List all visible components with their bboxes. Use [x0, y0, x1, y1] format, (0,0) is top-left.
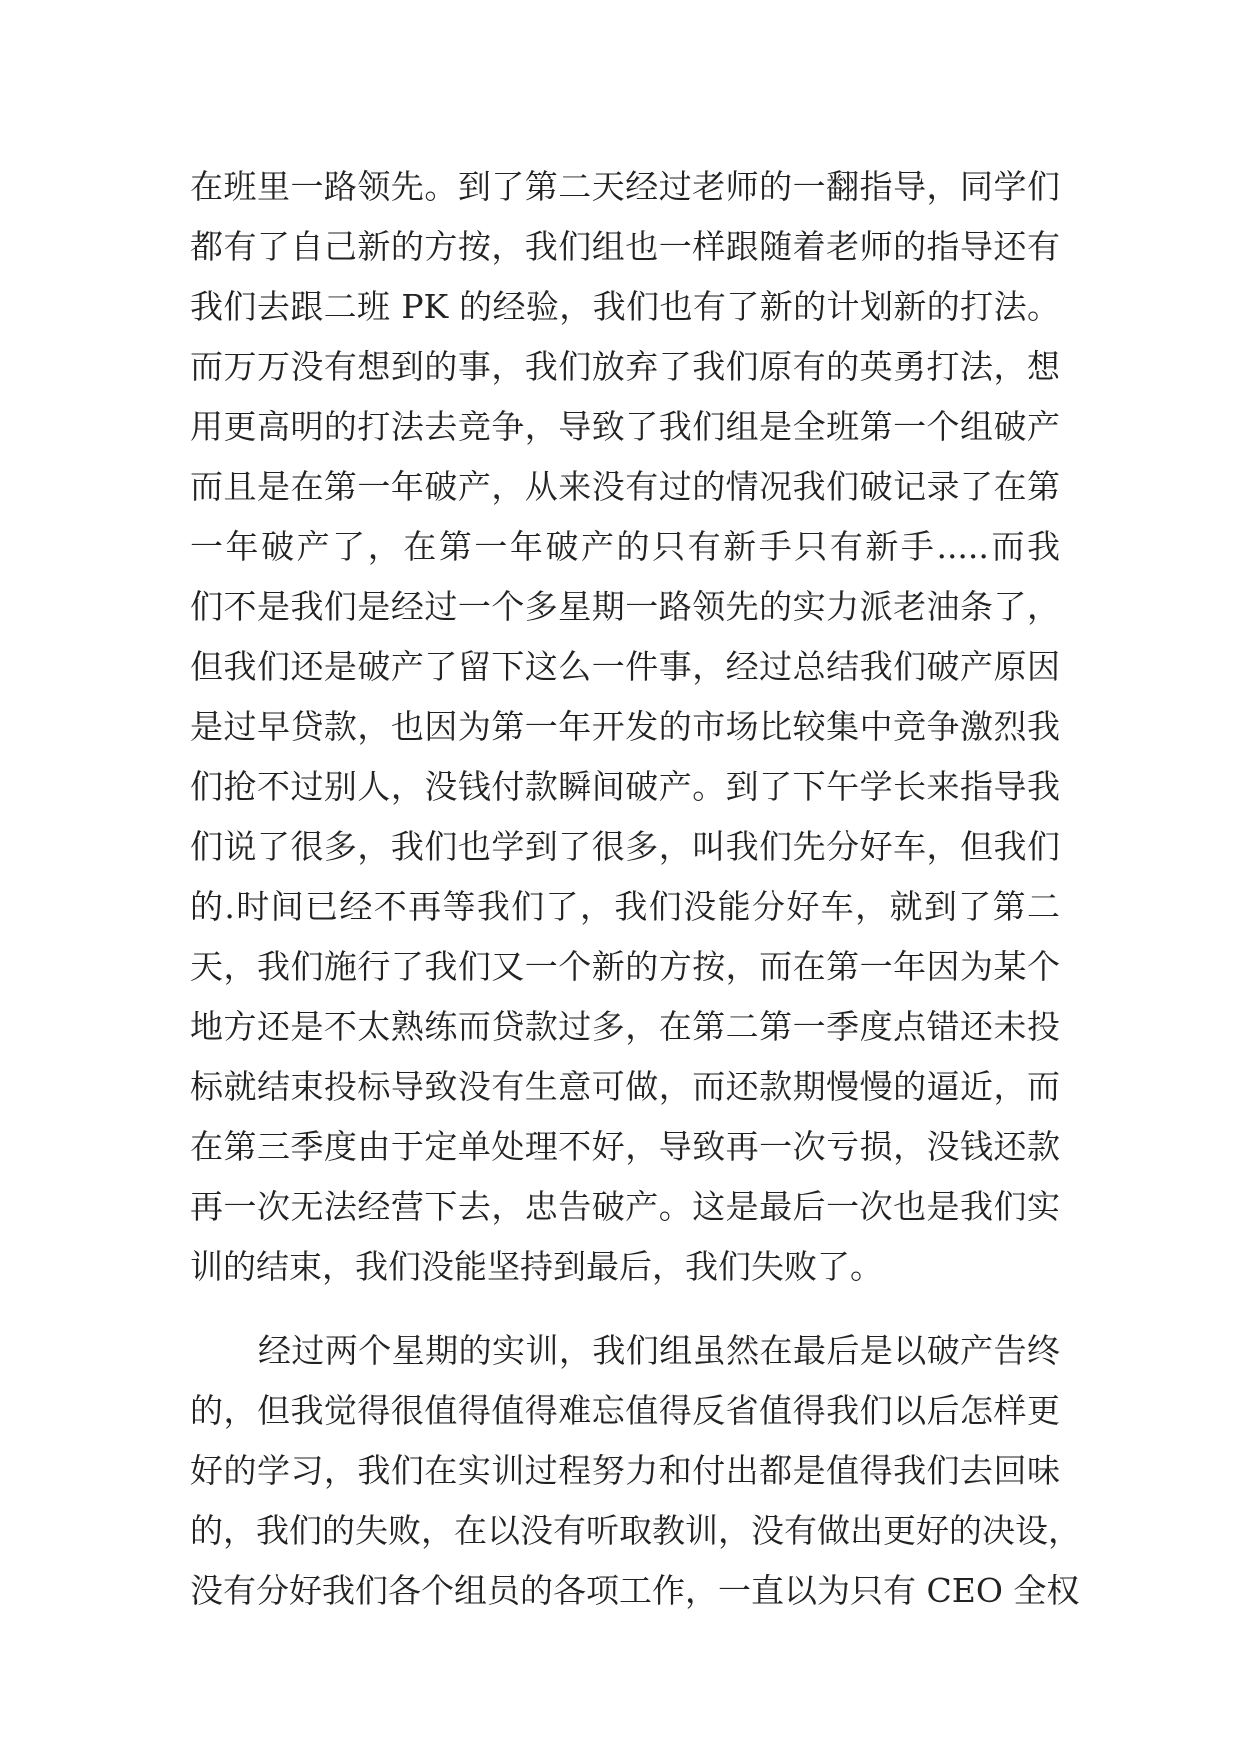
document-body [190, 157, 1081, 1621]
paragraph-1-line-1: 在班里一路领先。到了第二天经过老师的一翻指导，同学们 [190, 167, 1060, 206]
paragraph-1-line-6: 而且是在第一年破产，从来没有过的情况我们破记录了在第 [190, 467, 1060, 506]
paragraph-2-line-2: 的，但我觉得很值得值得难忘值得反省值得我们以后怎样更 [190, 1391, 1060, 1430]
paragraph-1-line-16: 标就结束投标导致没有生意可做，而还款期慢慢的逼近，而 [190, 1067, 1060, 1106]
paragraph-1-line-15: 地方还是不太熟练而贷款过多，在第二第一季度点错还未投 [190, 1007, 1060, 1046]
paragraph-1-line-10: 是过早贷款，也因为第一年开发的市场比较集中竞争激烈我 [190, 707, 1060, 746]
paragraph-spacer [190, 1297, 1060, 1321]
paragraph-1-line-9: 但我们还是破产了留下这么一件事，经过总结我们破产原因 [190, 647, 1060, 686]
paragraph-2-line-4: 的，我们的失败，在以没有听取教训，没有做出更好的决设， [190, 1511, 1081, 1550]
paragraph-1-line-17: 在第三季度由于定单处理不好，导致再一次亏损，没钱还款 [190, 1127, 1060, 1166]
paragraph-1-line-2: 都有了自己新的方按，我们组也一样跟随着老师的指导还有 [190, 227, 1060, 266]
paragraph-1-line-13: 的.时间已经不再等我们了，我们没能分好车，就到了第二 [190, 887, 1060, 926]
paragraph-1-line-12: 们说了很多，我们也学到了很多，叫我们先分好车，但我们 [190, 827, 1060, 866]
paragraph-1-line-18: 再一次无法经营下去，忠告破产。这是最后一次也是我们实 [190, 1187, 1060, 1226]
paragraph-1-line-11: 们抢不过别人，没钱付款瞬间破产。到了下午学长来指导我 [190, 767, 1060, 806]
paragraph-2-line-3: 好的学习，我们在实训过程努力和付出都是值得我们去回味 [190, 1451, 1060, 1490]
paragraph-1-line-19: 训的结束，我们没能坚持到最后，我们失败了。 [190, 1247, 883, 1286]
paragraph-2-line-1: 经过两个星期的实训，我们组虽然在最后是以破产告终 [258, 1331, 1060, 1370]
paragraph-1-line-14: 天，我们施行了我们又一个新的方按，而在第一年因为某个 [190, 947, 1060, 986]
paragraph-1-line-5: 用更高明的打法去竞争，导致了我们组是全班第一个组破产 [190, 407, 1060, 446]
paragraph-1-line-7: 一年破产了，在第一年破产的只有新手只有新手.....而我 [190, 527, 1060, 566]
paragraph-1-line-8: 们不是我们是经过一个多星期一路领先的实力派老油条了， [190, 587, 1060, 626]
paragraph-1-line-4: 而万万没有想到的事，我们放弃了我们原有的英勇打法，想 [190, 347, 1060, 386]
paragraph-1-line-3: 我们去跟二班 PK 的经验，我们也有了新的计划新的打法。 [190, 287, 1060, 326]
paragraph-2-line-5: 没有分好我们各个组员的各项工作，一直以为只有 CEO 全权 [190, 1571, 1080, 1610]
